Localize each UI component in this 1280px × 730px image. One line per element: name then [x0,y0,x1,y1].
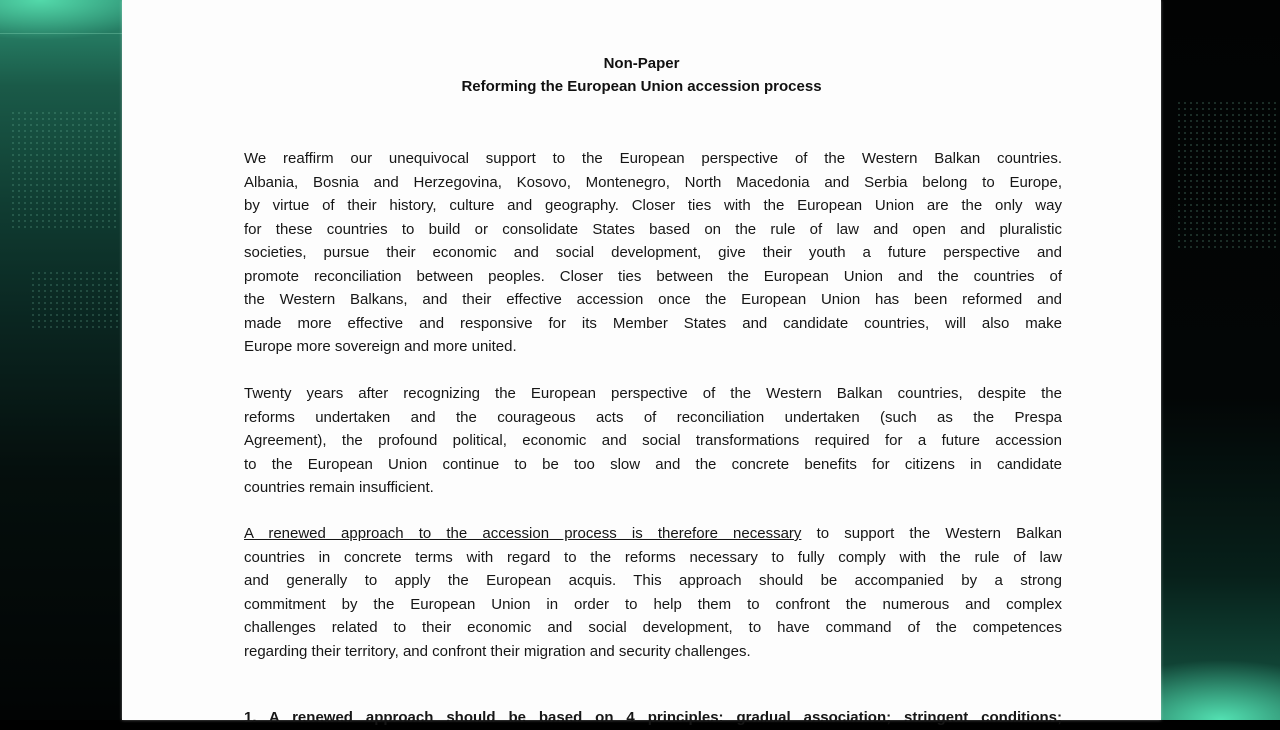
paragraph-line: Twenty years after recognizing the European perspective of the Western Balkan countries, despite the [244,385,1062,402]
underlined-phrase: A renewed approach to the accession process is therefore necessary [244,525,802,542]
paragraph-line: Agreement), the profound political, economic and social transformations required for a future accession [244,432,1062,449]
background-right-panel [1161,0,1280,720]
paragraph-line: Europe more sovereign and more united. [244,338,517,355]
paragraph-line: reforms undertaken and the courageous acts of reconciliation undertaken (such as the Prespa [244,408,1062,426]
paragraph-line: made more effective and responsive for its Member States and candidate countries, will also make [244,314,1062,332]
background-dots [10,110,120,230]
paragraph-1 [244,147,1062,359]
paragraph-line: societies, pursue their economic and social development, give their youth a future perspective and [244,244,1062,261]
paragraph-line: promote reconciliation between peoples. Closer ties between the European Union and the countries of [244,267,1062,285]
paragraph-line: for these countries to build or consolidate States based on the rule of law and open and pluralistic [244,220,1062,238]
paragraph-line: to the European Union continue to be too slow and the concrete benefits for citizens in candidate [244,455,1062,473]
paragraph-line: challenges related to their economic and social development, to have command of the competences [244,619,1062,636]
paragraph-line: and generally to apply the European acquis. This approach should be accompanied by a strong [244,572,1062,589]
paragraph-line: countries remain insufficient. [244,479,434,496]
paragraph-line: commitment by the European Union in order to help them to confront the numerous and complex [244,595,1062,613]
document-title: Non-Paper [603,55,680,72]
paragraph-line: We reaffirm our unequivocal support to the European perspective of the Western Balkan countries. [244,150,1062,167]
paragraph-2 [244,382,1062,500]
background-dots [30,270,120,330]
paragraph-line: regarding their territory, and confront their migration and security challenges. [244,642,751,660]
paragraph-line: by virtue of their history, culture and geography. Closer ties with the European Union are the only way [244,197,1062,214]
paragraph-3 [244,522,1062,663]
document-page [122,0,1161,726]
paragraph-line: countries in concrete terms with regard to the reforms necessary to fully comply with the rule of law [244,548,1062,566]
section-1-heading: 1. A renewed approach should be based on 4 principles: gradual association; stringent conditions; [244,709,1062,726]
background-dots [1176,100,1276,250]
paragraph-line: the Western Balkans, and their effective accession once the European Union has been reformed and [244,291,1062,308]
background-left-panel [0,0,122,720]
paragraph-line: Albania, Bosnia and Herzegovina, Kosovo, Montenegro, North Macedonia and Serbia belong to Europe, [244,173,1062,191]
document-subtitle: Reforming the European Union accession process [461,78,822,95]
paragraph-line: to support the Western Balkan [801,525,1062,542]
